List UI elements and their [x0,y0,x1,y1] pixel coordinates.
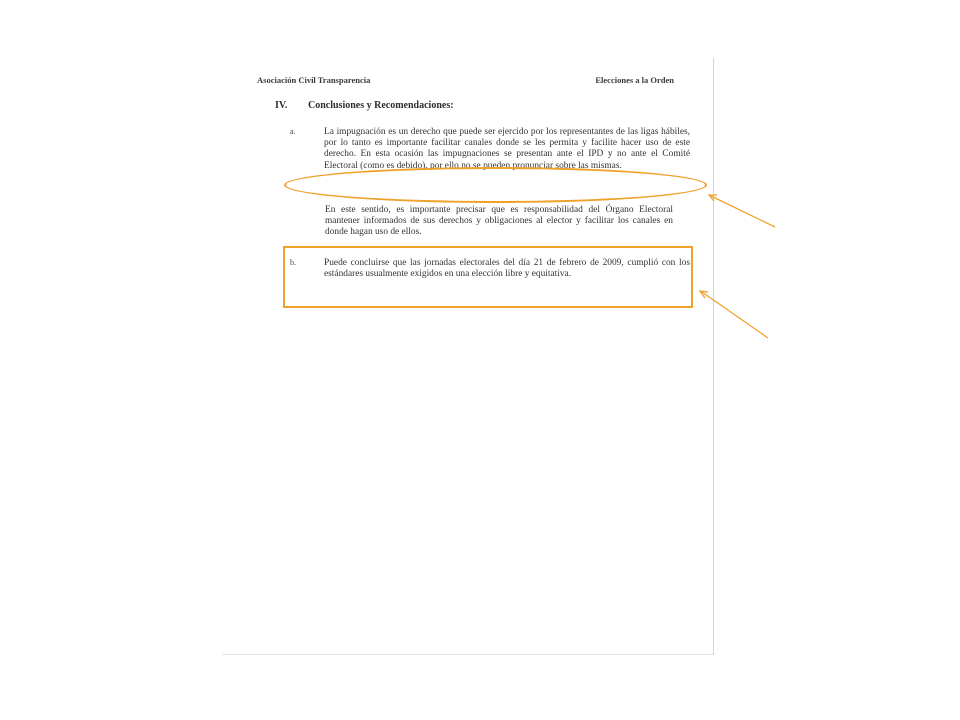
header-organization: Asociación Civil Transparencia [257,75,371,85]
header-report-title: Elecciones a la Orden [595,75,674,85]
arrow-to-ellipse [711,196,775,227]
list-marker-a: a. [290,127,296,136]
list-marker-b: b. [290,258,296,267]
arrow-to-rectangle [702,292,768,338]
section-number: IV. [275,100,288,111]
list-item-a-text: La impugnación es un derecho que puede ser ejercido por los representantes de las ligas hábiles, por lo tanto es importante facilitar canales donde se les permita y facilite hacer uso de este derecho. En esta ocasión las impugnaciones se presentan ante el IPD y no ante el Comité Electoral (como es debido), por ello no se pueden pronunciar sobre las mismas. [324,127,690,171]
arrowhead-rectangle [700,291,708,298]
list-item-a-paragraph-2: En este sentido, es importante precisar que es responsabilidad del Órgano Electoral mantener informados de sus derechos y obligaciones al elector y facilitar los canales en donde hagan uso de ellos. [325,205,673,238]
list-item-b-text: Puede concluirse que las jornadas electorales del día 21 de febrero de 2009, cumplió con los estándares usualmente exigidos en una elección libre y equitativa. [324,258,690,280]
section-title: Conclusiones y Recomendaciones: [308,100,454,111]
